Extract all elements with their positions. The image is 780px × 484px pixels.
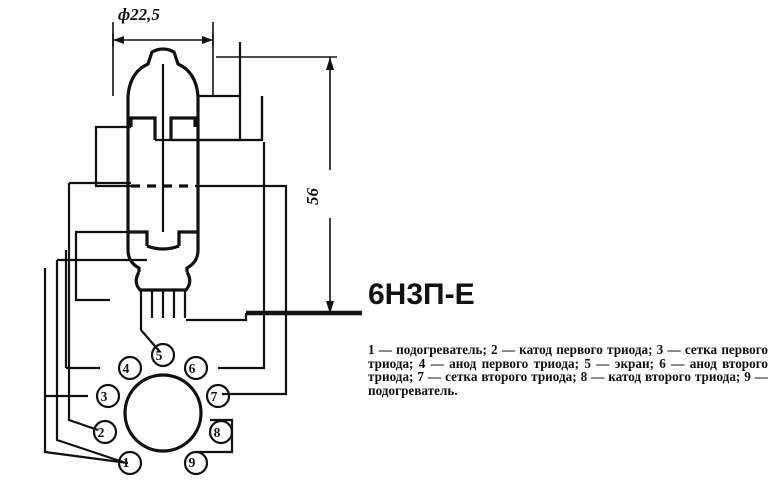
pin-label-7: 7 — [210, 389, 218, 404]
part-number-label: 6Н3П-Е — [368, 278, 475, 311]
pin-label-8: 8 — [213, 425, 221, 440]
pin-label-5: 5 — [155, 348, 163, 363]
diameter-dimension-label: ф22,5 — [118, 5, 160, 24]
pin-label-3: 3 — [100, 389, 108, 404]
height-dimension-label: 56 — [303, 188, 322, 205]
pin-label-4: 4 — [122, 361, 130, 376]
pin-connection-lines — [45, 42, 286, 463]
pin-label-6: 6 — [188, 361, 196, 376]
tube-internal-electrodes — [128, 64, 198, 318]
pin-legend-text: 1 — подогреватель; 2 — катод первого триода; 3 — сетка первого триода; 4 — анод первого триода; 5 — экран; 6 — анод второго триода; 7 — сетка второго триода; 8 — катод второго триода; 9 — подогреватель. — [368, 342, 768, 398]
pin-label-2: 2 — [97, 425, 105, 440]
pin-label-1: 1 — [122, 455, 130, 470]
pin-label-9: 9 — [188, 455, 196, 470]
tube-socket-pinout — [94, 344, 232, 474]
